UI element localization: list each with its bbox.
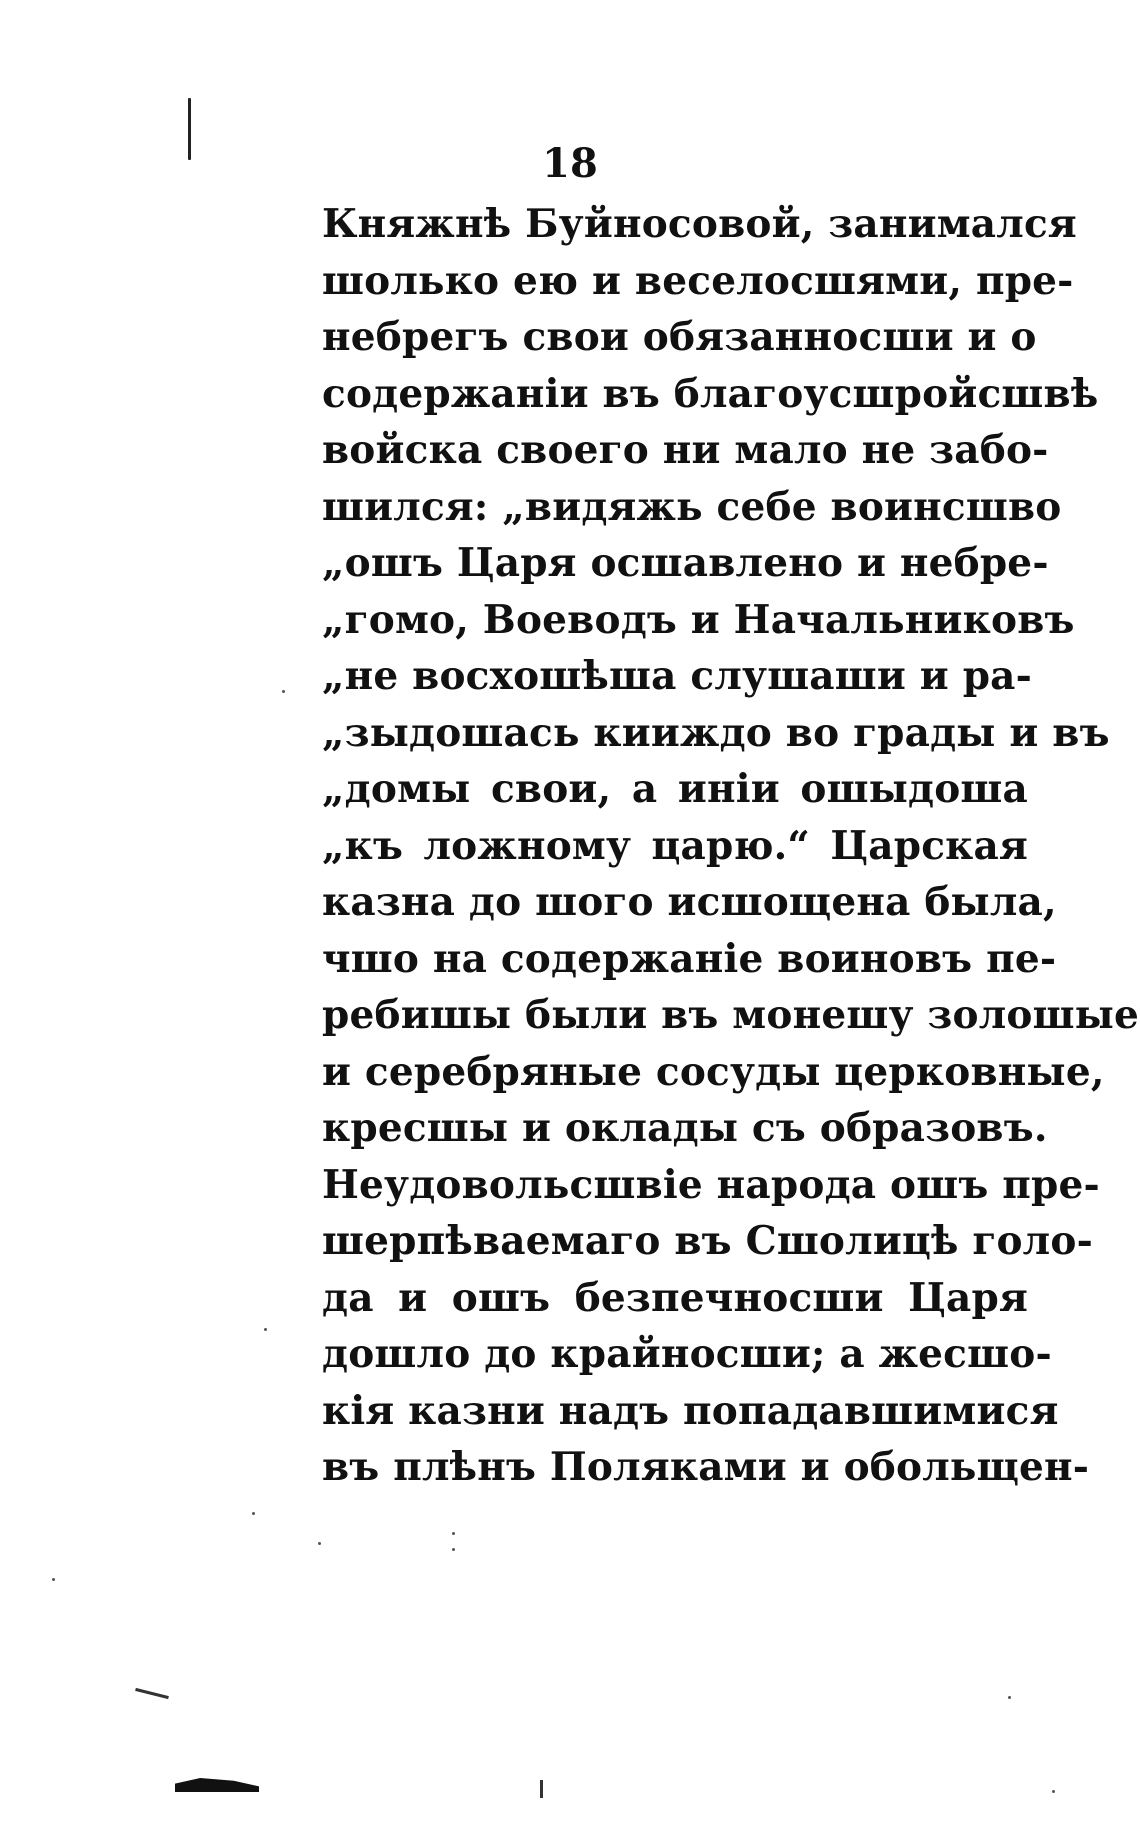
- body-text: [322, 196, 1140, 1496]
- text-line: „ошъ Царя осшавлено и небре-: [322, 540, 1049, 586]
- text-line: шолько ею и веселосшями, пре-: [322, 257, 1074, 304]
- text-line: содержаніи въ благоусшройсшвѣ: [322, 370, 1099, 417]
- text-line: кія казни надъ попадавшимися: [322, 1387, 1059, 1434]
- text-line: да и ошъ безпечносши Царя: [322, 1274, 1028, 1321]
- text-line: въ плѣнъ Поляками и обольщен-: [322, 1444, 1090, 1490]
- scan-speck: [1052, 1790, 1055, 1793]
- text-line: дошло до крайносши; а жесшо-: [322, 1331, 1052, 1377]
- text-line: шерпѣваемаго въ Сшолицѣ голо-: [322, 1218, 1093, 1264]
- text-line: „гомо, Воеводъ и Начальниковъ: [322, 596, 1075, 643]
- text-line: Неудовольсшвіе народа ошъ пре-: [322, 1161, 1100, 1208]
- text-line: казна до шого исшощена была,: [322, 879, 1057, 925]
- text-line: чшо на содержаніе воиновъ пе-: [322, 935, 1057, 982]
- text-line: „зыдошась кииждо во грады и въ: [322, 709, 1110, 756]
- scan-artifact-dash: [135, 1688, 169, 1699]
- text-line: Княжнѣ Буйносовой, занимался: [322, 201, 1077, 247]
- text-line: войска своего ни мало не забо-: [322, 427, 1049, 473]
- text-line: „домы свои, а иніи ошыдоша: [322, 766, 1028, 812]
- text-line: шился: „видяжь себе воинсшво: [322, 483, 1062, 530]
- scan-speck: [252, 1512, 255, 1515]
- scan-artifact-blob: [175, 1778, 259, 1792]
- scan-speck: [452, 1532, 455, 1535]
- scan-speck: [264, 1328, 267, 1331]
- scan-speck: [318, 1542, 321, 1545]
- text-line: и серебряные сосуды церковные,: [322, 1048, 1105, 1095]
- text-line: „не восхошѣша слушаши и ра-: [322, 653, 1033, 699]
- text-line: ребишы были въ монешу золошые: [322, 992, 1140, 1038]
- text-line: „къ ложному царю.“ Царская: [322, 822, 1028, 869]
- scan-speck: [282, 690, 285, 693]
- scan-speck: [52, 1578, 55, 1581]
- scan-speck: [1008, 1696, 1011, 1699]
- scan-speck: [452, 1548, 455, 1551]
- scan-artifact-small-bar: [540, 1780, 543, 1798]
- text-line: небрегъ свои обязанносши и о: [322, 314, 1037, 360]
- text-line: кресшы и оклады съ образовъ.: [322, 1105, 1048, 1151]
- page-number: 18: [542, 140, 598, 187]
